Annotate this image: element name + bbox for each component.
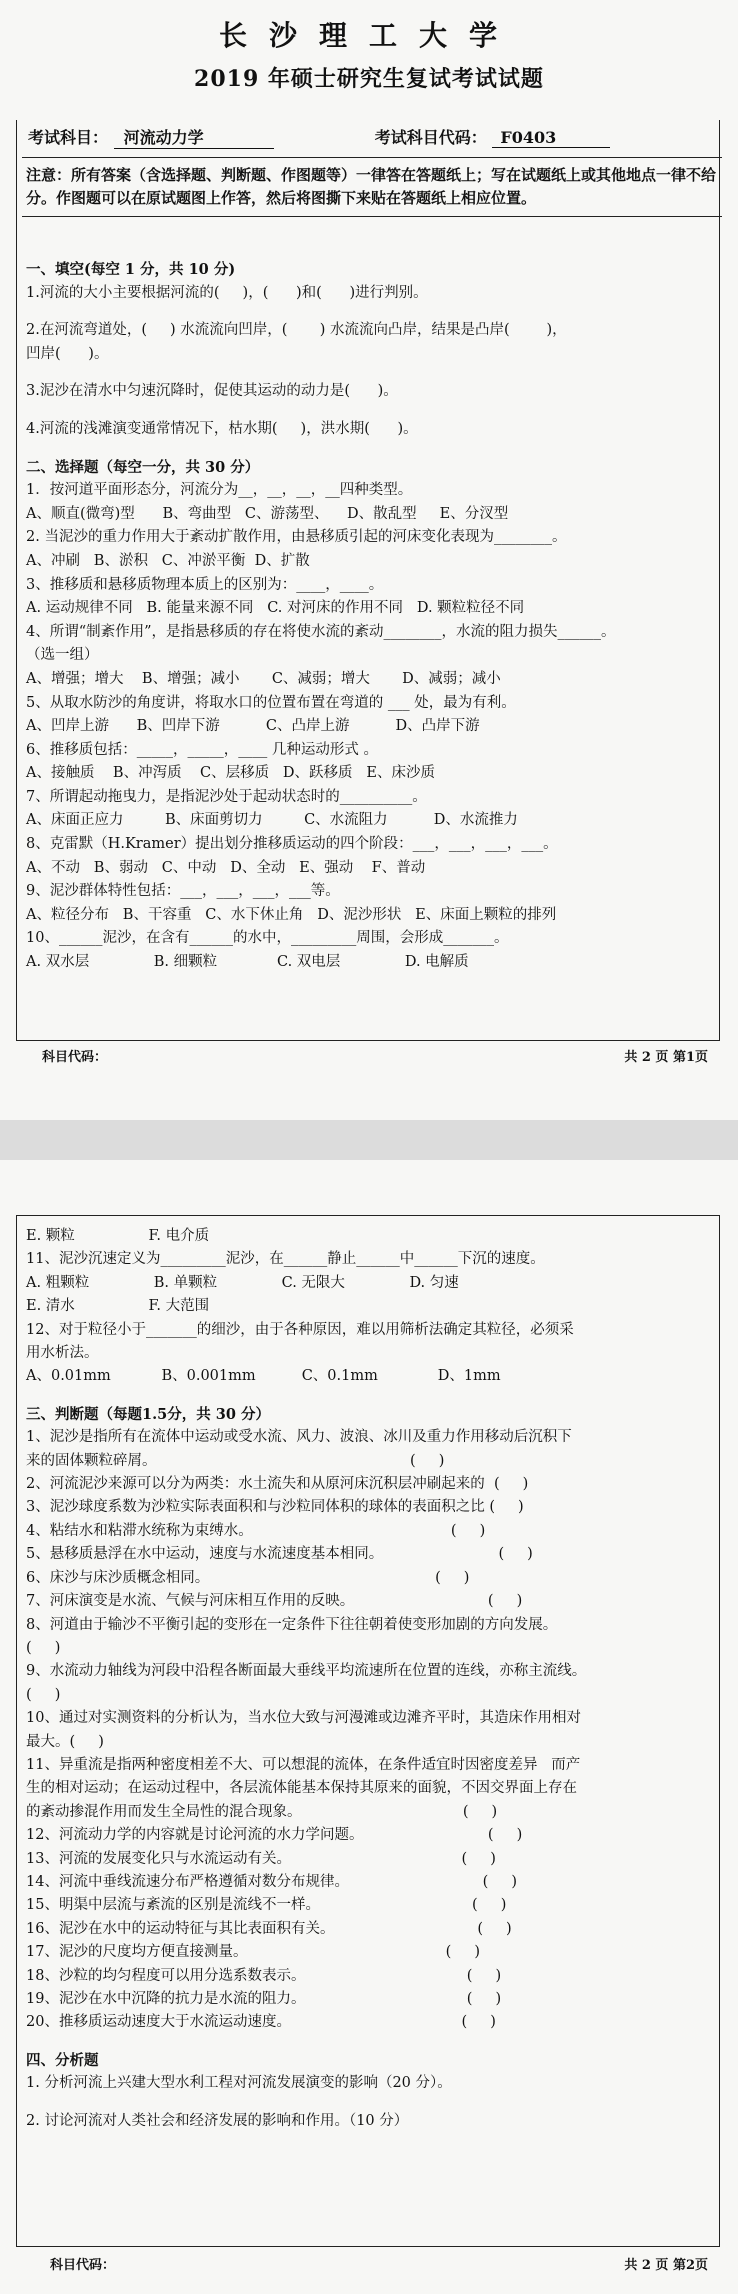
- question-line: 8、河道由于输沙不平衡引起的变形在一定条件下往往朝着使变形加剧的方向发展。: [26, 1616, 558, 1633]
- question-line: 5、从取水防沙的角度讲，将取水口的位置布置在弯道的 ___ 处，最为有利。: [26, 694, 516, 711]
- page-1-footer-pages: 共 2 页 第1页: [624, 1050, 708, 1065]
- page-1-footer-code: 科目代码：: [42, 1050, 108, 1065]
- question-line: 1. 分析河流上兴建大型水利工程对河流发展演变的影响（20 分）。: [26, 2075, 452, 2092]
- question-line: E. 颗粒 F. 电介质: [26, 1228, 210, 1244]
- exam-notice: 注意：所有答案（含选择题、判断题、作图题等）一律答在答题纸上；写在试题纸上或其他地点一律不给分。作图题可以在原试题图上作答，然后将图撕下来贴在答题纸上相应位置。: [22, 157, 722, 217]
- question-line: 的紊动掺混作用而发生全局性的混合现象。 ( ): [26, 1803, 498, 1820]
- question-line: 10、______泥沙，在含有______的水中，_________周围，会形成_______。: [26, 930, 509, 947]
- question-line: 17、泥沙的尺度均方便直接测量。 ( ): [26, 1944, 481, 1961]
- question-line: 11、泥沙沉速定义为_________泥沙，在______静止______中______下沉的速度。: [26, 1251, 545, 1268]
- question-line: 13、河流的发展变化只与水流运动有关。 ( ): [26, 1850, 496, 1867]
- question-line: 3、泥沙球度系数为沙粒实际表面积和与沙粒同体积的球体的表面积之比 ( ): [26, 1499, 524, 1516]
- question-line: A、冲刷 B、淤积 C、冲淤平衡 D、扩散: [26, 552, 310, 569]
- page-2-questions: [26, 1225, 716, 2133]
- page-2-footer-code: 科目代码：: [50, 2258, 116, 2273]
- question-line: 19、泥沙在水中沉降的抗力是水流的阻力。 ( ): [26, 1991, 502, 2007]
- question-line: 4、所谓“制紊作用”，是指悬移质的存在将使水流的紊动________，水流的阻力损失______。: [26, 623, 616, 640]
- spacer: [26, 404, 716, 418]
- question-line: 1.河流的大小主要根据河流的( )，( )和( )进行判别。: [26, 284, 428, 301]
- spacer: [26, 1389, 716, 1403]
- subject-label: 考试科目：: [28, 128, 109, 147]
- question-line: 9、水流动力轴线为河段中沿程各断面最大垂线平均流速所在位置的连线，亦称主流线。: [26, 1663, 587, 1680]
- question-line: （选一组）: [26, 647, 99, 664]
- question-line: 3.泥沙在清水中匀速沉降时，促使其运动的动力是( )。: [26, 383, 398, 400]
- question-line: A、接触质 B、冲泻质 C、层移质 D、跃移质 E、床沙质: [26, 765, 435, 782]
- question-line: 8、克雷默（H.Kramer）提出划分推移质运动的四个阶段：___，___，___，___。: [26, 836, 558, 853]
- question-line: 2、河流泥沙来源可以分为两类：水土流失和从原河床沉积层冲刷起来的 ( ): [26, 1476, 529, 1493]
- question-line: 20、推移质运动速度大于水流运动速度。 ( ): [26, 2014, 496, 2031]
- question-line: A、粒径分布 B、干容重 C、水下休止角 D、泥沙形状 E、床面上颗粒的排列: [26, 906, 557, 923]
- section-heading: 三、判断题（每题1.5分，共 30 分）: [26, 1405, 270, 1423]
- question-line: 2. 当泥沙的重力作用大于紊动扩散作用，由悬移质引起的河床变化表现为________。: [26, 529, 567, 546]
- subject-row: [28, 125, 610, 149]
- page-2-footer-pages: 共 2 页 第2页: [624, 2258, 708, 2273]
- question-line: 9、泥沙群体特性包括：___，___，___，___等。: [26, 883, 340, 900]
- question-line: 16、泥沙在水中的运动特征与其比表面积有关。 ( ): [26, 1920, 512, 1937]
- page-1-questions: [26, 258, 716, 975]
- code-label: 考试科目代码：: [374, 128, 487, 147]
- question-line: 4.河流的浅滩演变通常情况下，枯水期( )，洪水期( )。: [26, 420, 418, 437]
- question-line: 3、推移质和悬移质物理本质上的区别为：____，____。: [26, 576, 384, 593]
- question-line: 1、泥沙是指所有在流体中运动或受水流、风力、波浪、冰川及重力作用移动后沉积下: [26, 1429, 572, 1446]
- question-line: 1．按河道平面形态分，河流分为__，__，__，__四种类型。: [26, 482, 413, 499]
- question-line: 凹岸( )。: [26, 345, 109, 362]
- question-line: A、不动 B、弱动 C、中动 D、全动 E、强动 F、普动: [26, 859, 426, 876]
- question-line: 6、推移质包括：_____，_____，____ 几种运动形式 。: [26, 741, 378, 758]
- question-line: 用水析法。: [26, 1345, 99, 1362]
- question-line: A、凹岸上游 B、凹岸下游 C、凸岸上游 D、凸岸下游: [26, 718, 480, 735]
- question-line: ( ): [26, 1686, 61, 1703]
- question-line: A、增强；增大 B、增强；减小 C、减弱；增大 D、减弱；减小: [26, 670, 501, 687]
- spacer: [26, 366, 716, 380]
- question-line: 7、河床演变是水流、气候与河床相互作用的反映。 ( ): [26, 1593, 523, 1610]
- question-line: 12、河流动力学的内容就是讨论河流的水力学问题。 ( ): [26, 1827, 523, 1844]
- question-line: 来的固体颗粒碎屑。 ( ): [26, 1452, 445, 1469]
- question-line: 4、粘结水和粘滞水统称为束缚水。 ( ): [26, 1522, 486, 1539]
- section-heading: 一、填空(每空 1 分，共 10 分): [26, 261, 236, 278]
- question-line: 15、明渠中层流与紊流的区别是流线不一样。 ( ): [26, 1897, 507, 1914]
- question-line: 最大。( ): [26, 1733, 104, 1750]
- subject-value: 河流动力学: [114, 125, 274, 149]
- question-line: 2.在河流弯道处，( ) 水流流向凹岸，( ) 水流流向凸岸，结果是凸岸( )，: [26, 322, 567, 339]
- question-line: 6、床沙与床沙质概念相同。 ( ): [26, 1569, 470, 1586]
- exam-page-2: [0, 1160, 738, 2294]
- question-line: 14、河流中垂线流速分布严格遵循对数分布规律。 ( ): [26, 1873, 517, 1890]
- question-line: ( ): [26, 1639, 61, 1656]
- question-line: A. 双水层 B. 细颗粒 C. 双电层 D. 电解质: [26, 954, 469, 971]
- question-line: 2. 讨论河流对人类社会和经济发展的影响和作用。（10 分）: [26, 2112, 409, 2129]
- question-line: 18、沙粒的均匀程度可以用分选系数表示。 ( ): [26, 1967, 502, 1984]
- question-line: 12、对于粒径小于_______的细沙，由于各种原因，难以用筛析法确定其粒径，必须采: [26, 1321, 574, 1338]
- question-line: A、床面正应力 B、床面剪切力 C、水流阻力 D、水流推力: [26, 812, 518, 829]
- question-line: A. 运动规律不同 B. 能量来源不同 C. 对河床的作用不同 D. 颗粒粒径不同: [26, 600, 525, 617]
- section-heading: 二、选择题（每空一分，共 30 分）: [26, 458, 260, 476]
- question-line: A、顺直(微弯)型 B、弯曲型 C、游荡型、 D、散乱型 E、分汊型: [26, 505, 509, 522]
- section-heading: 四、分析题: [26, 2051, 99, 2069]
- question-line: E. 清水 F. 大范围: [26, 1298, 210, 1315]
- spacer: [26, 2096, 716, 2110]
- question-line: 7、所谓起动拖曳力，是指泥沙处于起动状态时的__________。: [26, 788, 427, 805]
- question-line: 5、悬移质悬浮在水中运动，速度与水流速度基本相同。 ( ): [26, 1546, 533, 1563]
- spacer: [26, 2035, 716, 2049]
- question-line: 10、通过对实测资料的分析认为，当水位大致与河漫滩或边滩齐平时，其造床作用相对: [26, 1710, 581, 1727]
- code-value: F0403: [492, 128, 610, 148]
- spacer: [26, 442, 716, 456]
- question-line: 11、异重流是指两种密度相差不大、可以想混的流体，在条件适宜时因密度差异 而产: [26, 1756, 581, 1773]
- exam-title: 2019 年硕士研究生复试考试试题: [194, 66, 544, 92]
- university-name: 长沙理工大学: [218, 19, 519, 52]
- spacer: [26, 305, 716, 319]
- exam-page-1: [0, 0, 738, 1120]
- question-line: 生的相对运动；在运动过程中，各层流体能基本保持其原来的面貌，不因交界面上存在: [26, 1780, 577, 1797]
- question-line: A. 粗颗粒 B. 单颗粒 C. 无限大 D. 匀速: [26, 1274, 459, 1291]
- question-line: A、0.01mm B、0.001mm C、0.1mm D、1mm: [26, 1368, 501, 1385]
